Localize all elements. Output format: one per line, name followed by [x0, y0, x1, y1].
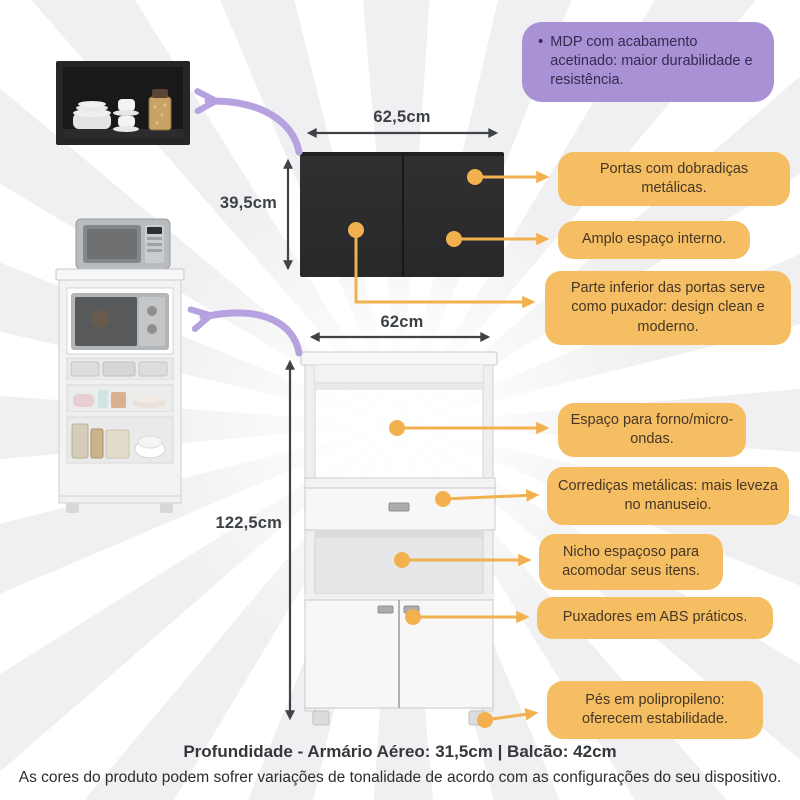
aerial-height-label: 39,5cm: [219, 194, 277, 212]
aerial-cabinet-photo: [48, 55, 198, 155]
purple-arrow-icons: [203, 101, 299, 353]
material-note-text: MDP com acabamento acetinado: maior durabilidade e resistência.: [550, 34, 753, 88]
callout-oven-space: Espaço para forno/micro-ondas.: [558, 403, 746, 457]
drawer: [305, 488, 495, 530]
aerial-cabinet-diagram: [300, 152, 504, 277]
floor-cabinet-photo: [42, 203, 198, 515]
stacked-dinnerware: [71, 362, 167, 376]
doors: [305, 600, 493, 708]
callout-hinges: Portas com dobradiças metálicas.: [558, 152, 790, 206]
depth-spec-line: Profundidade - Armário Aéreo: 31,5cm | Balcão: 42cm: [183, 742, 617, 761]
callout-roomy-niche: Nicho espaçoso para acomodar seus itens.: [539, 534, 723, 590]
aerial-width-label: 62,5cm: [373, 108, 431, 126]
callout-door-handle-design: Parte inferior das portas serve como puxador: design clean e moderno.: [545, 271, 791, 345]
floor-cabinet-diagram: [293, 342, 505, 734]
floor-width-label: 62cm: [380, 313, 424, 331]
door-gap: [402, 156, 404, 277]
callout-metal-slides: Corrediças metálicas: mais leveza no manuseio.: [547, 467, 789, 525]
callout-pp-feet: Pés em polipropileno: oferecem estabilidade.: [547, 681, 763, 739]
callout-interior-space: Amplo espaço interno.: [558, 221, 750, 259]
microwave-top: [76, 219, 170, 269]
food-jar: [149, 89, 171, 130]
color-disclaimer: As cores do produto podem sofrer variações de tonalidade de acordo com as configurações do seu dispositivo.: [18, 769, 782, 786]
material-note-bubble: [522, 22, 774, 102]
bullet-icon: •: [538, 33, 544, 50]
callout-abs-handles: Puxadores em ABS práticos.: [537, 597, 773, 639]
microwave-in-niche: [71, 293, 169, 350]
floor-height-label: 122,5cm: [215, 514, 282, 532]
